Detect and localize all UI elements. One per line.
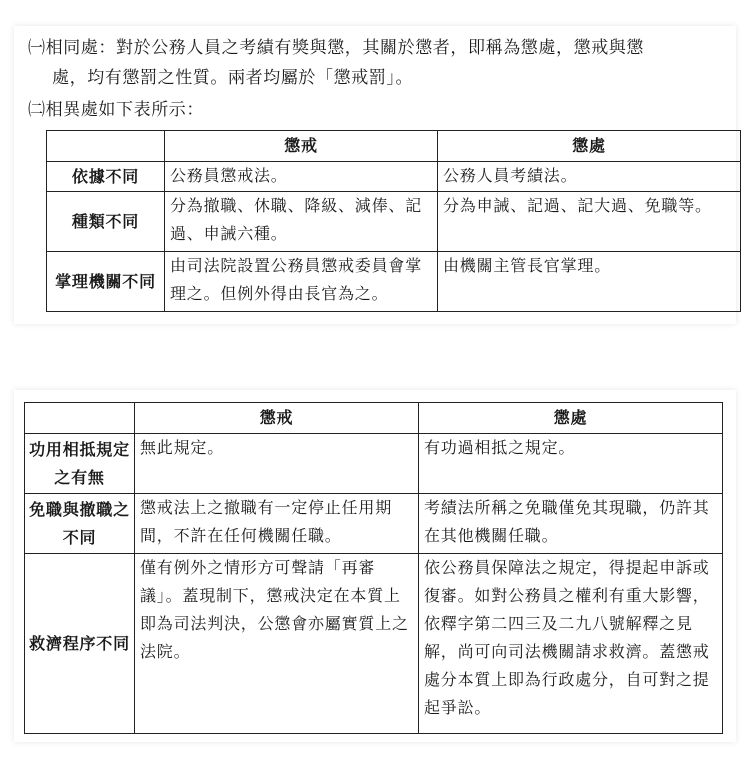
table-row xyxy=(25,494,723,554)
row-label: 救濟程序不同 xyxy=(25,554,135,734)
comparison-table-1 xyxy=(46,130,741,312)
table-cell: 依公務員保障法之規定，得提起申訴或復審。如對公務員之權利有重大影響，依釋字第二四三及二九八號解釋之見解，尚可向司法機關請求救濟。蓋懲戒處分本質上即為行政處分，自可對之提起爭訟。 xyxy=(419,554,723,734)
table-cell: 有功過相抵之規定。 xyxy=(419,434,723,494)
table-cell: 懲戒法上之撤職有一定停止任用期間，不許在任何機關任職。 xyxy=(135,494,419,554)
paragraph-similarity-line1: ㈠相同處：對於公務人員之考績有獎與懲，其關於懲者，即稱為懲處，懲戒與懲 xyxy=(28,38,644,58)
header-discipline: 懲戒 xyxy=(135,403,419,434)
header-punishment: 懲處 xyxy=(419,403,723,434)
top-document-panel xyxy=(14,26,736,324)
table-cell: 考績法所稱之免職僅免其現職，仍許其在其他機關任職。 xyxy=(419,494,723,554)
bottom-document-panel xyxy=(14,390,736,742)
table-cell: 公務人員考績法。 xyxy=(438,162,741,192)
table-row xyxy=(25,434,723,494)
header-discipline: 懲戒 xyxy=(165,131,438,162)
table-header-row xyxy=(25,403,723,434)
header-blank xyxy=(25,403,135,434)
table-cell: 無此規定。 xyxy=(135,434,419,494)
paragraph-similarity-line2: 處，均有懲罰之性質。兩者均屬於「懲戒罰」。 xyxy=(52,68,414,88)
table-cell: 分為撤職、休職、降級、減俸、記過、申誡六種。 xyxy=(165,192,438,252)
table-cell: 分為申誡、記過、記大過、免職等。 xyxy=(438,192,741,252)
row-label: 功用相抵規定之有無 xyxy=(25,434,135,494)
header-blank xyxy=(47,131,165,162)
header-punishment: 懲處 xyxy=(438,131,741,162)
table-cell: 僅有例外之情形方可聲請「再審議」。蓋現制下，懲戒決定在本質上即為司法判決，公懲會亦屬實質上之法院。 xyxy=(135,554,419,734)
table-row xyxy=(47,252,741,312)
table-row xyxy=(47,192,741,252)
table-cell: 由機關主管長官掌理。 xyxy=(438,252,741,312)
paragraph-difference-intro: ㈡相異處如下表所示： xyxy=(28,100,204,120)
row-label: 依據不同 xyxy=(47,162,165,192)
row-label: 掌理機關不同 xyxy=(47,252,165,312)
row-label: 種類不同 xyxy=(47,192,165,252)
table-row xyxy=(47,162,741,192)
table-cell: 由司法院設置公務員懲戒委員會掌理之。但例外得由長官為之。 xyxy=(165,252,438,312)
row-label: 免職與撤職之不同 xyxy=(25,494,135,554)
table-header-row xyxy=(47,131,741,162)
table-cell: 公務員懲戒法。 xyxy=(165,162,438,192)
table-row xyxy=(25,554,723,734)
comparison-table-2 xyxy=(24,402,723,734)
